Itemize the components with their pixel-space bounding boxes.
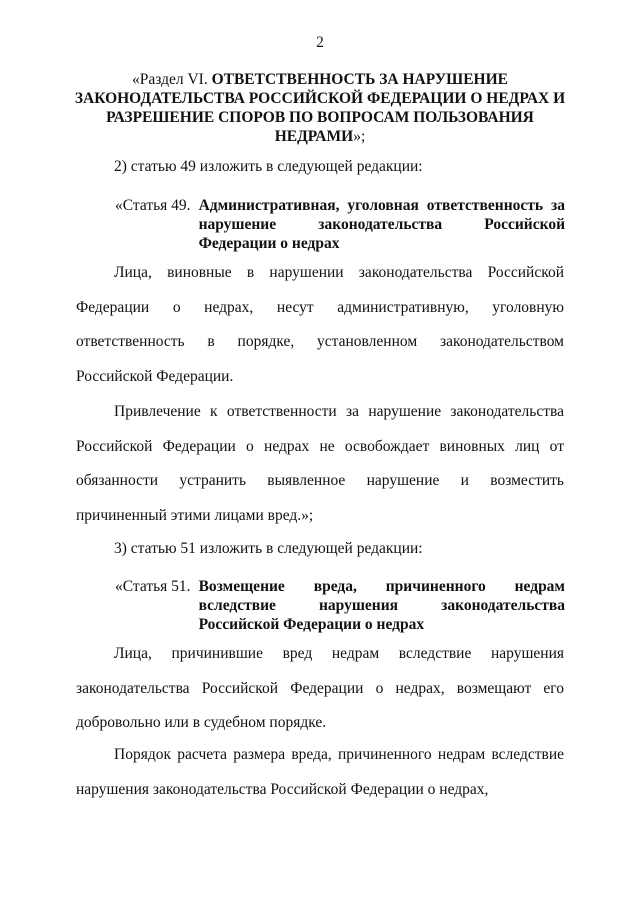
- page-number: 2: [316, 34, 324, 51]
- section-heading: [60, 70, 580, 146]
- section-suffix: »;: [353, 128, 366, 145]
- article-51-title: Возмещение вреда, причиненного недрам вследствие нарушения законодательства Российской Федерации о недрах: [198, 578, 565, 633]
- article-51-number: «Статья 51.: [115, 578, 191, 595]
- section-prefix: «Раздел VI.: [132, 71, 212, 88]
- article-51-paragraph-1: Лица, причинившие вред недрам вследствие нарушения законодательства Российской Федерации о недрах, возмещают его добровольно или в судебном порядке.: [76, 645, 564, 731]
- article-49-heading: [115, 196, 565, 253]
- item-2-intro: 2) статью 49 изложить в следующей редакции:: [114, 158, 423, 175]
- article-49-paragraph-2: Привлечение к ответственности за нарушение законодательства Российской Федерации о недрах не освобождает виновных лиц от обязанности устранить выявленное нарушение и возместить причиненный этими лицами вред.»;: [76, 403, 564, 524]
- article-51-paragraph-2: Порядок расчета размера вреда, причиненного недрам вследствие нарушения законодательства Российской Федерации о недрах,: [76, 746, 564, 798]
- article-49-paragraph-1: Лица, виновные в нарушении законодательства Российской Федерации о недрах, несут административную, уголовную ответственность в порядке, установленном законодательством Российской Федерации.: [76, 264, 564, 385]
- section-title: ОТВЕТСТВЕННОСТЬ ЗА НАРУШЕНИЕ ЗАКОНОДАТЕЛЬСТВА РОССИЙСКОЙ ФЕДЕРАЦИИ О НЕДРАХ И РАЗРЕШЕНИЕ СПОРОВ ПО ВОПРОСАМ ПОЛЬЗОВАНИЯ НЕДРАМИ: [74, 71, 566, 145]
- article-51-heading: [115, 577, 565, 634]
- article-49-number: «Статья 49.: [115, 197, 191, 214]
- article-49-title: Административная, уголовная ответственность за нарушение законодательства Российской Федерации о недрах: [198, 197, 565, 252]
- item-3-intro: 3) статью 51 изложить в следующей редакции:: [114, 540, 423, 557]
